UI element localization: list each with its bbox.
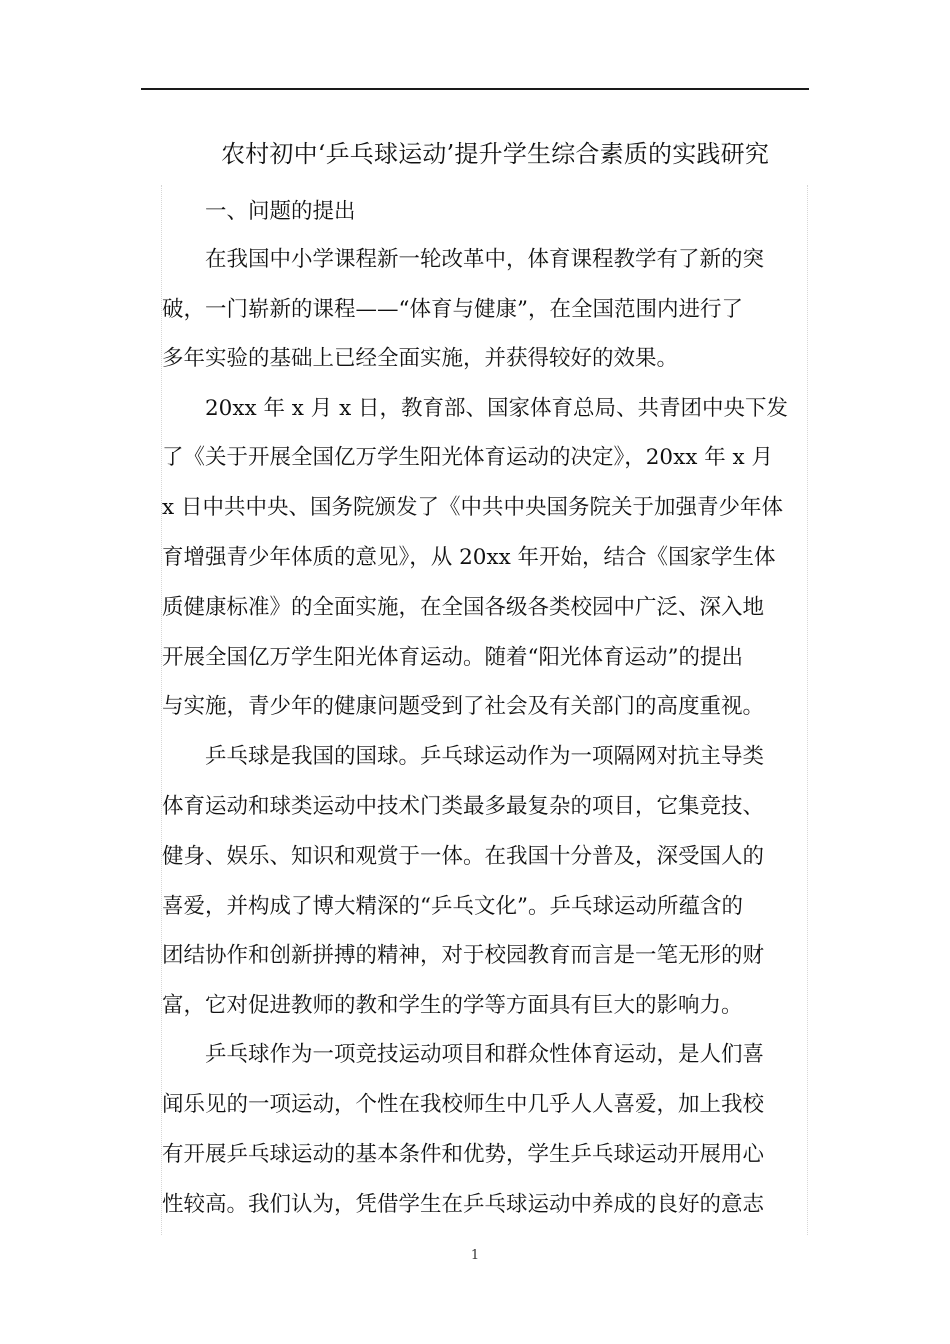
- paragraph-line: 开展全国亿万学生阳光体育运动。随着“阳光体育运动”的提出: [162, 645, 743, 670]
- paragraph-line: 乒乓球是我国的国球。乒乓球运动作为一项隔网对抗主导类: [205, 744, 765, 769]
- paragraph-line: 性较高。我们认为，凭借学生在乒乓球运动中养成的良好的意志: [162, 1192, 765, 1217]
- paragraph-line: x 日中共中央、国务院颁发了《中共中央国务院关于加强青少年体: [162, 495, 783, 520]
- paragraph-line: 在我国中小学课程新一轮改革中，体育课程教学有了新的突: [205, 247, 765, 272]
- paragraph-line: 健身、娱乐、知识和观赏于一体。在我国十分普及，深受国人的: [162, 844, 765, 869]
- header-rule: [141, 88, 809, 90]
- section-heading: 一、问题的提出: [205, 199, 356, 224]
- document-title: 农村初中‘乒乓球运动’提升学生综合素质的实践研究: [220, 140, 770, 168]
- paragraph-line: 有开展乒乓球运动的基本条件和优势，学生乒乓球运动开展用心: [162, 1142, 765, 1167]
- paragraph-line: 团结协作和创新拼搏的精神，对于校园教育而言是一笔无形的财: [162, 943, 765, 968]
- paragraph-line: 乒乓球作为一项竞技运动项目和群众性体育运动，是人们喜: [205, 1042, 765, 1067]
- paragraph-line: 质健康标准》的全面实施，在全国各级各类校园中广泛、深入地: [162, 595, 765, 620]
- page-number: 1: [470, 1248, 480, 1263]
- paragraph-line: 破，一门崭新的课程——“体育与健康”，在全国范围内进行了: [162, 297, 743, 322]
- paragraph-line: 闻乐见的一项运动，个性在我校师生中几乎人人喜爱，加上我校: [162, 1092, 765, 1117]
- paragraph-line: 育增强青少年体质的意见》，从 20xx 年开始，结合《国家学生体: [162, 545, 776, 570]
- paragraph-line: 体育运动和球类运动中技术门类最多最复杂的项目，它集竞技、: [162, 794, 765, 819]
- paragraph-line: 20xx 年 x 月 x 日，教育部、国家体育总局、共青团中央下发: [205, 396, 789, 421]
- paragraph-line: 了《关于开展全国亿万学生阳光体育运动的决定》，20xx 年 x 月: [162, 445, 773, 470]
- paragraph-line: 多年实验的基础上已经全面实施，并获得较好的效果。: [162, 346, 679, 371]
- paragraph-line: 喜爱，并构成了博大精深的“乒乓文化”。乒乓球运动所蕴含的: [162, 894, 743, 919]
- paragraph-line: 富，它对促进教师的教和学生的学等方面具有巨大的影响力。: [162, 993, 743, 1018]
- paragraph-line: 与实施，青少年的健康问题受到了社会及有关部门的高度重视。: [162, 694, 765, 719]
